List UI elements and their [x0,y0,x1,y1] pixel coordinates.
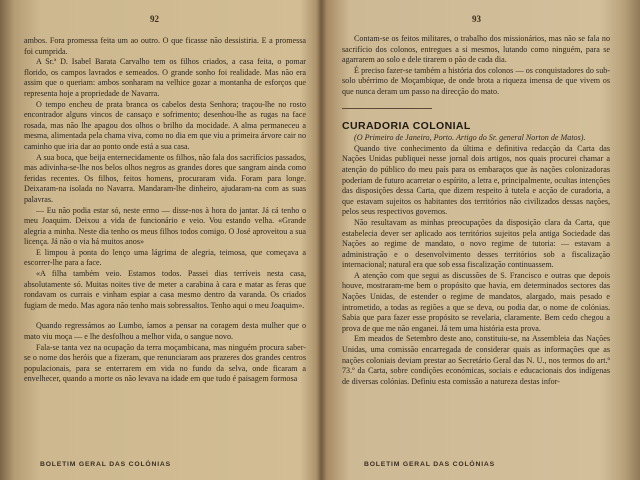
left-paragraph: O tempo encheu de prata branca os cabelos desta Senhora; traçou-lhe no rosto encontrador alguns vincos de cansaço e sofrimento; desenhou-lhe as rugas na face rosada, mas não lhe apagou dos olhos o brilho da mocidade. A alma permaneceu a mesma, alimentada pela chama viva, como no dia em que viu a primeira árvore cair no caminho que iria dar ao ponto onde está a sua casa. [24,99,306,151]
left-paragraph: Quando regressámos ao Lumbo, íamos a pensar na coragem desta mulher que o mato viu moça — e lhe desfolhou a melhor vida, o sangue novo. [24,321,306,342]
right-page [324,0,640,480]
left-paragraph: A sua boca, que beija enternecidamente os filhos, não fala dos sacrifícios passados, mas adivinha-se-lhe nos belos olhos negros as grandes dores que sangram ainda como feridas recentes. Os filhos, feitos homens, procuraram vida. Foram para longe. Deixaram-na isolada no Navarra. Mandaram-lhe dinheiro, ajudaram-na com as suas palavras. [24,152,306,204]
left-paragraph: «A filha também veio. Estamos todos. Passei dias terríveis nesta casa, absolutamente só. Muitas noites tive de meter a carabina à cara e matar as feras que rondavam os currais e vinham espiar a casa mesmo dentro da varanda. Os criados fugiam de medo. Mas agora não tenho mais sobressaltos. Tenho aqui o meu Joaquim». [24,269,306,310]
left-paragraph: ambos. Fora promessa feita um ao outro. O que ficasse não dessistiria. E a promessa foi cumprida. [24,36,306,56]
left-paragraph: E limpou à ponta do lenço uma lágrima de alegria, teimosa, que começava a escorrer-lhe para a face. [24,247,306,268]
right-paragraph: Não resultavam as minhas preocupações da disposição clara da Carta, que estabelecia dever ser aplicado aos territórios sujeitos pela antiga Sociedade das Nações ao regime de mandato, o novo regime de tutoria: — estavam a administração e o desenvolvimento desses territórios sob a fiscalização internacional; natural era que sob essa fiscalização continuassem. [342,217,610,270]
right-paragraph: Quando tive conhecimento da última e definitiva redacção da Carta das Nações Unidas publiquei nesse jornal dois artigos, nos quais procurei chamar a atenção do público do meu país para os embaraços que às nações colonizadoras poderiam de futuro acarretar o espírito, a letra e, principalmente, ocultas intenções das disposições dessa Carta, que dizem respeito à tutela e acção de curadoria, a que estavam sujeitos os habitantes dos territórios não civilizados dessas nações, pelos seus respectivos governos. [342,143,610,217]
left-page-number: 92 [150,14,159,24]
right-paragraph: É preciso fazer-se também a história dos colonos — os conquistadores do sub-solo ubérrimo de Moçambique, de onde brota a riqueza imensa de que vivem os que nunca deram um passo na direcção do mato. [342,65,610,96]
article-byline: (O Primeiro de Janeiro, Porto. Artigo do Sr. general Norton de Matos). [354,133,586,143]
right-page-number: 93 [472,14,481,24]
left-text-column [24,36,306,385]
right-paragraph: A atenção com que segui as discussões de S. Francisco e outras que depois houve, mostraram-me bem o propósito que havia, em determinados sectores das Nações Unidas, de estender o regime de mandatos, alargado, mais pesado e intrometido, a todas as regiões a que se deva, ou podia dar, o nome de colónias. Sabia que para fazer esse propósito se revelaria, claramente. Bem cedo chegou a prova de que me não enganei. Já tem uma história esta prova. [342,270,610,333]
left-paragraph: — Eu não podia estar só, neste ermo — disse-nos à hora do jantar. Já cá tenho o meu Joaquim. Deixou a vida de funcionário e veio. Vou estando velha. «Grande alegria a minha. Neste dia tenho os meus filhos todos comigo. O José aproveitou a sua licença. Já não o via há muitos anos» [24,205,306,247]
left-footer: BOLETIM GERAL DAS COLÓNIAS [40,461,171,468]
right-paragraph: Contam-se os feitos militares, o trabalho dos missionários, mas não se fala no sacrifício dos colonos, entregues a si mesmos, lutando como ninguém, para se agarrarem ao solo e dele tirarem o pão de cada dia. [342,34,610,65]
left-paragraph: Fala-se tanta vez na ocupação da terra moçambicana, mas ninguém procura saber-se o nome dos heróis que a fizeram, que renunciaram aos prazeres dos grandes centros populacionais, para se enterrarem em vida no fundo da selva, onde ficaram a envelhecer, quando a morte os não levava na idade em que tudo é paisagem formosa [24,342,306,384]
right-text-column [342,34,610,387]
right-paragraph: Em meados de Setembro deste ano, constituiu-se, na Assembleia das Nações Unidas, uma comissão encarregada de considerar quais as informações que as nações coloniais deviam prestar ao Secretário Geral das N. U., nos termos do art.º 73.º da Carta, sobre condições económicas, sociais e educacionais dos indígenas de diversas colónias. Definiu esta comissão a natureza destas infor- [342,334,610,386]
left-paragraph: A Sr.ª D. Isabel Barata Carvalho tem os filhos criados, a casa feita, o pomar florido, os campos lavrados e semeados. O grande sonho foi realidade. Mas não era assim que o queriam: ambos sonharam na velhice gozar a montanha de esforços que representa hoje a propriedade de Navarra. [24,57,306,98]
right-footer: BOLETIM GERAL DAS COLÓNIAS [364,461,495,468]
section-title: CURADORIA COLONIAL [342,119,471,132]
section-divider [342,108,432,109]
